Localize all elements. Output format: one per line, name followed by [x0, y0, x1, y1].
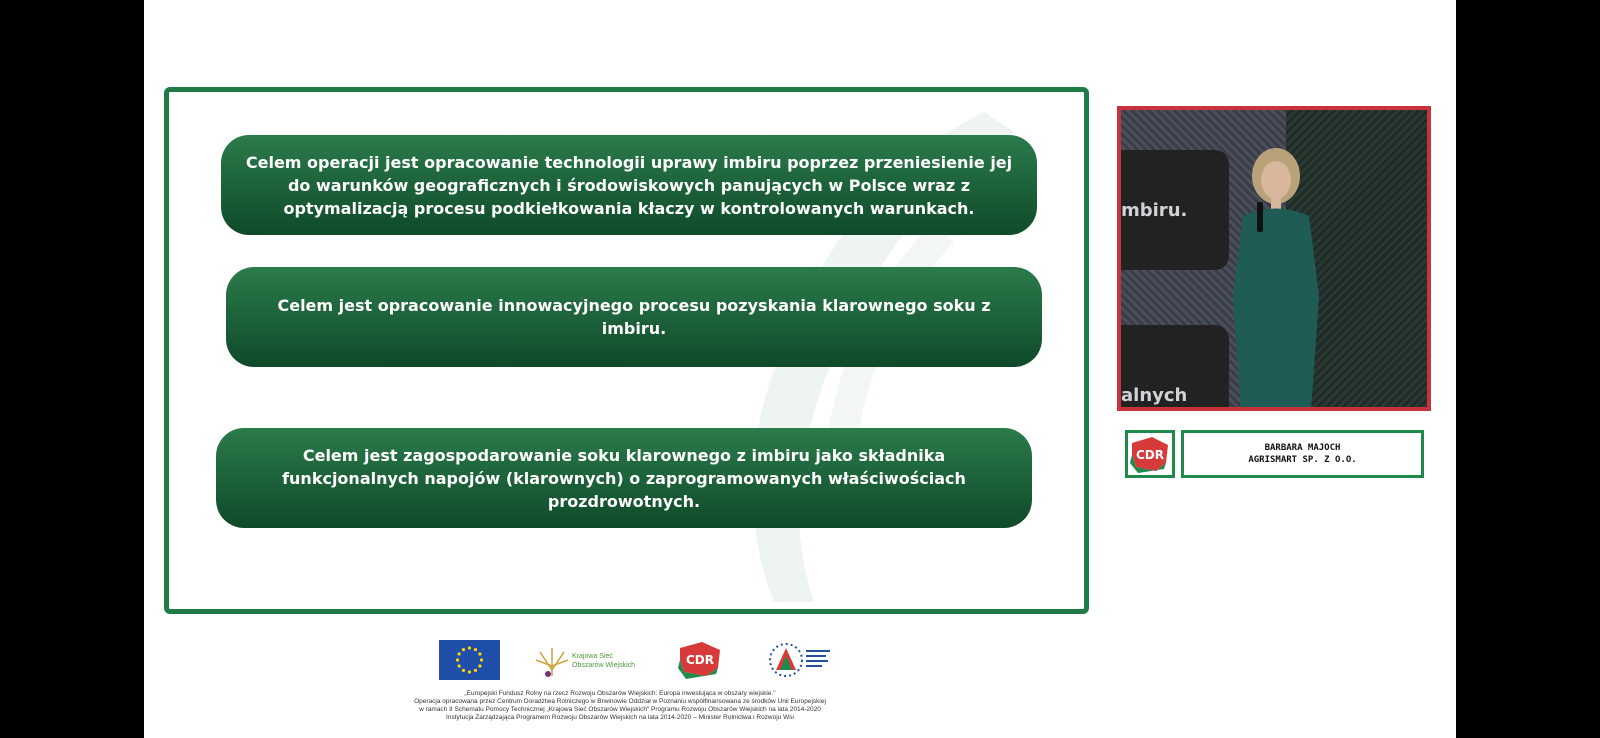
slide-frame — [164, 87, 1089, 614]
cdr-logo-icon — [1128, 433, 1172, 475]
footer-line: w ramach II Schematu Pomocy Technicznej „Krajowa Sieć Obszarów Wiejskich" Programu Rozwoju Obszarów Wiejskich na lata 2014-2020 — [419, 706, 821, 713]
speaker-company: AGRISMART SP. Z O.O. — [1248, 455, 1357, 465]
prow-logo — [766, 640, 836, 680]
goal-box-1: Celem operacji jest opracowanie technologii uprawy imbiru poprzez przeniesienie jej do warunków geograficznych i środowiskowych panujących w Polsce wraz z optymalizacją procesu podkiełkowania kłaczy w kontrolowanych warunkach. — [221, 135, 1037, 235]
goal-box-2: Celem jest opracowanie innowacyjnego procesu pozyskania klarownego soku z imbiru. — [226, 267, 1042, 367]
goal-box-3: Celem jest zagospodarowanie soku klarownego z imbiru jako składnika funkcjonalnych napojów (klarownych) o zaprogramowanych właściwościach prozdrowotnych. — [216, 428, 1032, 528]
footer-line: „Europejski Fundusz Rolny na rzecz Rozwoju Obszarów Wiejskich: Europa inwestująca w obszary wiejskie." — [464, 690, 776, 697]
speaker-figure — [1221, 146, 1331, 411]
screen-text: mbiru. — [1121, 200, 1188, 221]
speaker-name: BARBARA MAJOCH — [1264, 443, 1341, 453]
eu-flag-logo — [439, 640, 500, 680]
footer-line: Instytucja Zarządzająca Programem Rozwoju Obszarów Wiejskich na lata 2014-2020 – Minister Rolnictwa i Rozwoju Wsi — [446, 714, 794, 721]
ksow-line1: Krajowa Sieć — [572, 653, 613, 660]
cdr-badge — [1125, 430, 1175, 478]
screen-text: alnych — [1121, 385, 1188, 406]
cdr-logo — [676, 640, 724, 680]
ksow-logo — [534, 640, 644, 680]
ksow-line2: Obszarów Wiejskich — [572, 662, 636, 669]
cdr-logo-text: CDR — [685, 653, 715, 667]
speaker-video — [1117, 106, 1431, 411]
footer-line: Operacja opracowana przez Centrum Doradztwa Rolniczego w Brwinowie Oddział w Poznaniu współfinansowana ze środków Unii Europejskiej — [414, 698, 826, 705]
cdr-badge-text: CDR — [1135, 448, 1165, 462]
footer-text — [380, 690, 860, 722]
speaker-name-box — [1181, 430, 1424, 478]
